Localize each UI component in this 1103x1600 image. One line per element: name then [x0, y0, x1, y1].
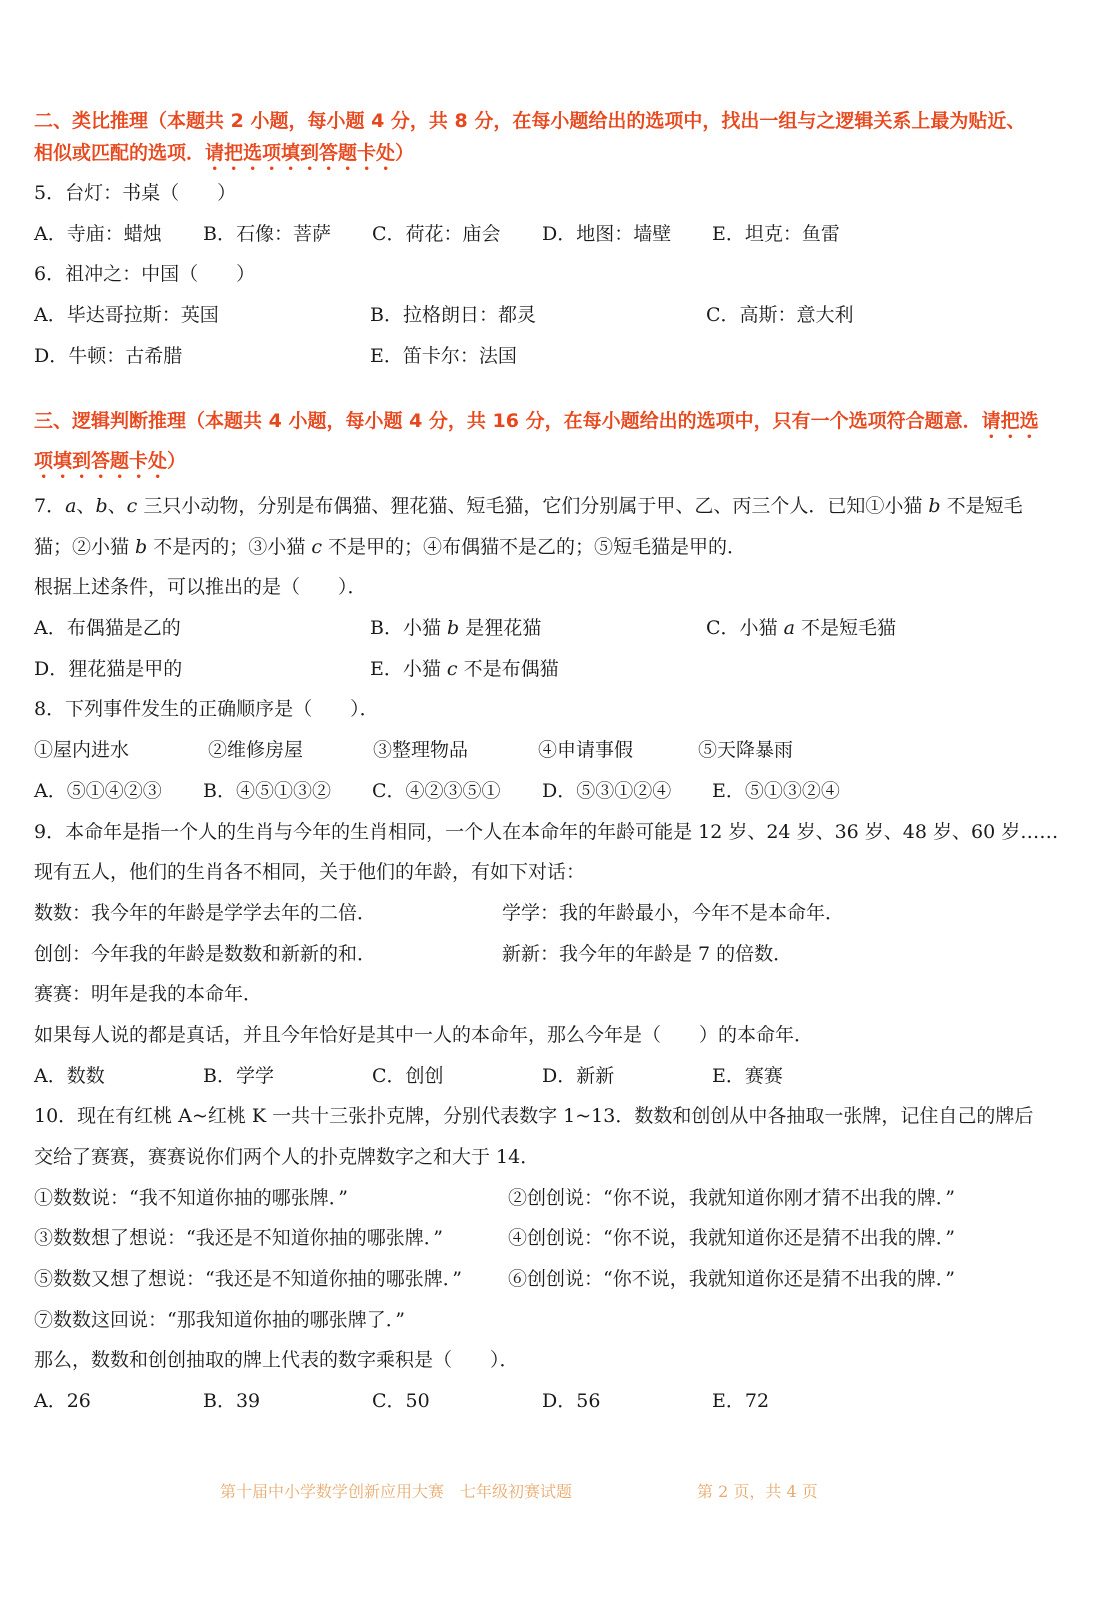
- q6-option-e: E．笛卡尔：法国: [370, 345, 517, 367]
- q7-option-b-text: B．小猫: [370, 617, 448, 639]
- q7-option-a: A．布偶猫是乙的: [34, 617, 181, 639]
- q9-option-b: B．学学: [203, 1065, 274, 1087]
- q6-stem: 6．祖冲之：中国（ ）: [34, 263, 256, 285]
- q8-event-4: ④申请事假: [538, 739, 634, 761]
- q10-statement-6: ⑥创创说：“你不说，我就知道你还是猜不出我的牌．”: [508, 1268, 955, 1290]
- q7-stem-line1: [34, 494, 1023, 518]
- section3-heading-line2: [34, 449, 186, 483]
- q9-dialogue-xuexue: 学学：我的年龄最小，今年不是本命年．: [502, 902, 845, 924]
- q7-text: 不是短毛: [940, 495, 1023, 517]
- q8-option-c: C．④②③⑤①: [372, 780, 501, 802]
- q8-event-1: ①屋内进水: [34, 739, 130, 761]
- q6-option-a: A．毕达哥拉斯：英国: [34, 304, 219, 326]
- q7-var-b: b: [95, 495, 108, 517]
- q8-option-a: A．⑤①④②③: [34, 780, 162, 802]
- section3-heading-emphasis-1: 请把选: [981, 410, 1039, 432]
- q7-text: 三只小动物，分别是布偶猫、狸花猫、短毛猫，它们分别属于甲、乙、丙三个人．已知①小猫: [137, 495, 929, 517]
- q10-statement-5: ⑤数数又想了想说：“我还是不知道你抽的哪张牌．”: [34, 1268, 462, 1290]
- q9-option-d: D．新新: [542, 1065, 615, 1087]
- q7-text: 不是丙的；③小猫: [147, 536, 312, 558]
- q8-event-2: ②维修房屋: [208, 739, 304, 761]
- q6-option-b: B．拉格朗日：都灵: [370, 304, 536, 326]
- q7-stem-line3: 根据上述条件，可以推出的是（ ）．: [34, 576, 367, 598]
- q10-option-c: C．50: [372, 1390, 430, 1412]
- q9-stem-line3: 如果每人说的都是真话，并且今年恰好是其中一人的本命年，那么今年是（ ）的本命年．: [34, 1024, 814, 1046]
- q7-option-c-var: a: [783, 617, 795, 639]
- q8-option-d: D．⑤③①②④: [542, 780, 672, 802]
- section2-heading-line2-text: 相似或匹配的选项．: [34, 142, 206, 164]
- section3-heading-emphasis-2: 项填到答题卡处: [34, 450, 168, 472]
- q7-var-c: c: [126, 495, 138, 517]
- q7-var-a: a: [65, 495, 77, 517]
- q8-stem: 8．下列事件发生的正确顺序是（ ）．: [34, 698, 379, 720]
- q7-var-b: b: [928, 495, 941, 517]
- q9-option-e: E．赛赛: [712, 1065, 783, 1087]
- q9-dialogue-shushu: 数数：我今年的年龄是学学去年的二倍．: [34, 902, 377, 924]
- q10-statement-1: ①数数说：“我不知道你抽的哪张牌．”: [34, 1187, 348, 1209]
- q7-text: 猫；②小猫: [34, 536, 136, 558]
- q10-statement-7: ⑦数数这回说：“那我知道你抽的哪张牌了．”: [34, 1309, 405, 1331]
- q7-option-d: D．狸花猫是甲的: [34, 658, 183, 680]
- q10-statement-4: ④创创说：“你不说，我就知道你还是猜不出我的牌．”: [508, 1227, 955, 1249]
- section3-heading-line1-text: 三、逻辑判断推理（本题共 4 小题，每小题 4 分，共 16 分，在每小题给出的选项中，只有一个选项符合题意．: [34, 410, 982, 432]
- q6-option-c: C．高斯：意大利: [706, 304, 854, 326]
- q7-option-e-text: E．小猫: [370, 658, 447, 680]
- q10-option-d: D．56: [542, 1390, 601, 1412]
- q7-option-b: [370, 616, 541, 640]
- q9-option-a: A．数数: [34, 1065, 105, 1087]
- q10-option-a: A．26: [34, 1390, 91, 1412]
- q5-option-a: A．寺庙：蜡烛: [34, 223, 162, 245]
- q7-text: 、: [107, 495, 127, 517]
- q8-event-3: ③整理物品: [373, 739, 469, 761]
- q9-stem-line1: 9．本命年是指一个人的生肖与今年的生肖相同，一个人在本命年的年龄可能是 12 岁、24 岁、36 岁、48 岁、60 岁……: [34, 821, 1059, 843]
- q7-option-c-text: C．小猫: [706, 617, 784, 639]
- q10-option-b: B．39: [203, 1390, 261, 1412]
- section2-heading-line1: 二、类比推理（本题共 2 小题，每小题 4 分，共 8 分，在每小题给出的选项中，找出一组与之逻辑关系上最为贴近、: [34, 110, 1026, 132]
- q8-option-b: B．④⑤①③②: [203, 780, 331, 802]
- q9-dialogue-chuangchuang: 创创：今年我的年龄是数数和新新的和．: [34, 943, 377, 965]
- q10-stem-line2: 交给了赛赛，赛赛说你们两个人的扑克牌数字之和大于 14．: [34, 1146, 540, 1168]
- section2-heading-emphasis: 请把选项填到答题卡处: [205, 142, 396, 164]
- section2-heading-line2-end: ）: [395, 142, 415, 164]
- footer-exam-title: 第十届中小学数学创新应用大赛 七年级初赛试题: [220, 1482, 573, 1501]
- footer-page-number: 第 2 页，共 4 页: [697, 1482, 818, 1501]
- q5-option-b: B．石像：菩萨: [203, 223, 331, 245]
- q10-statement-2: ②创创说：“你不说，我就知道你刚才猜不出我的牌．”: [508, 1187, 955, 1209]
- q7-option-c-text: 不是短毛猫: [794, 617, 896, 639]
- q7-stem-line2: [34, 535, 746, 559]
- q7-option-b-var: b: [447, 617, 460, 639]
- q5-option-c: C．荷花：庙会: [372, 223, 501, 245]
- q8-option-e: E．⑤①③②④: [712, 780, 840, 802]
- q7-var-b: b: [135, 536, 148, 558]
- q5-option-d: D．地图：墙壁: [542, 223, 672, 245]
- q7-option-e-text: 不是布偶猫: [457, 658, 559, 680]
- section2-heading-line2: [34, 141, 414, 175]
- q6-option-d: D．牛顿：古希腊: [34, 345, 183, 367]
- q7-var-c: c: [311, 536, 322, 558]
- section3-heading-line2-end: ）: [167, 450, 187, 472]
- q10-stem-line1: 10．现在有红桃 A~红桃 K 一共十三张扑克牌，分别代表数字 1~13．数数和创创从中各抽取一张牌，记住自己的牌后: [34, 1105, 1034, 1127]
- q7-option-c: [706, 616, 896, 640]
- q7-option-e-var: c: [446, 658, 458, 680]
- q10-stem-line3: 那么，数数和创创抽取的牌上代表的数字乘积是（ ）．: [34, 1349, 519, 1371]
- q10-statement-3: ③数数想了想说：“我还是不知道你抽的哪张牌．”: [34, 1227, 443, 1249]
- q7-text: 7．: [34, 495, 66, 517]
- q9-dialogue-saisai: 赛赛：明年是我的本命年．: [34, 983, 263, 1005]
- q5-option-e: E．坦克：鱼雷: [712, 223, 840, 245]
- q9-dialogue-xinxin: 新新：我今年的年龄是 7 的倍数．: [502, 943, 793, 965]
- q7-option-e: [370, 657, 559, 681]
- q5-stem: 5．台灯：书桌（ ）: [34, 182, 237, 204]
- q10-option-e: E．72: [712, 1390, 770, 1412]
- q7-text: 、: [76, 495, 96, 517]
- section3-heading-line1: [34, 409, 1039, 443]
- q7-option-b-text: 是狸花猫: [459, 617, 542, 639]
- q8-event-5: ⑤天降暴雨: [698, 739, 794, 761]
- q9-option-c: C．创创: [372, 1065, 444, 1087]
- q7-text: 不是甲的；④布偶猫不是乙的；⑤短毛猫是甲的．: [321, 536, 747, 558]
- q9-stem-line2: 现有五人，他们的生肖各不相同，关于他们的年龄，有如下对话：: [34, 861, 586, 883]
